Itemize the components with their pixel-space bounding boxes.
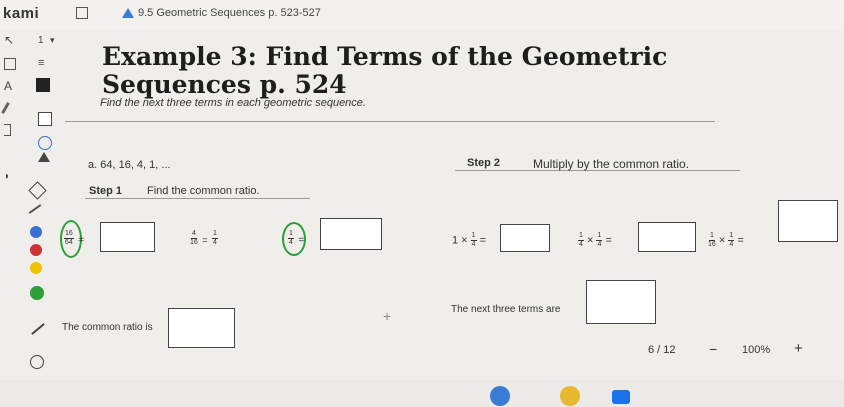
equation-1 xyxy=(452,232,486,249)
times-sign: × xyxy=(586,234,594,247)
color-green[interactable] xyxy=(30,286,44,300)
next-terms-label: The next three terms are xyxy=(451,304,561,315)
page-select[interactable]: 1 xyxy=(38,35,44,46)
circle-tool-icon[interactable] xyxy=(38,136,52,150)
annotation-toolbar xyxy=(0,30,55,407)
equals-sign: = xyxy=(479,234,487,247)
answer-box-term-1[interactable] xyxy=(500,224,550,252)
divider xyxy=(65,121,715,122)
taskbar xyxy=(0,380,844,407)
line-tool-icon[interactable] xyxy=(29,204,42,214)
frac-num: 1 xyxy=(212,230,217,238)
frac-num: 1 xyxy=(471,232,476,239)
page-title-line2: Sequences p. 524 xyxy=(102,70,347,99)
eq-text: 1 × xyxy=(452,234,468,247)
frac-den: 16 xyxy=(190,239,198,247)
color-red[interactable] xyxy=(30,244,42,256)
answer-box-term-2[interactable] xyxy=(638,222,696,252)
chevron-down-icon[interactable]: ▾ xyxy=(50,35,55,45)
frac-den: 16 xyxy=(708,241,716,248)
frac-den: 4 xyxy=(729,241,734,248)
kami-logo[interactable]: kami xyxy=(3,5,40,22)
answer-box-common-ratio[interactable] xyxy=(168,308,235,348)
step-1-label: Step 1 xyxy=(89,185,123,197)
answer-box-term-3[interactable] xyxy=(778,200,838,242)
triangle-tool-icon[interactable] xyxy=(38,152,50,162)
frac-num: 1 xyxy=(579,232,583,239)
menu-icon[interactable]: ≡ xyxy=(38,57,45,69)
frac-den: 4 xyxy=(471,241,476,248)
shape-icon[interactable]: ◗ xyxy=(4,171,11,182)
equals-sign: = xyxy=(202,235,208,245)
color-blue[interactable] xyxy=(30,226,42,238)
document-icon[interactable] xyxy=(76,7,88,19)
drive-icon xyxy=(122,8,134,18)
answer-box-next-terms[interactable] xyxy=(586,280,656,324)
fraction-4-16 xyxy=(190,230,218,248)
chrome-icon[interactable] xyxy=(560,386,580,406)
frac-den: 4 xyxy=(597,241,602,248)
cursor-icon[interactable]: ↖ xyxy=(4,33,15,47)
frac-num: 4 xyxy=(191,230,196,238)
pen-icon[interactable] xyxy=(31,323,45,335)
color-yellow[interactable] xyxy=(30,262,42,274)
equals-sign: = xyxy=(737,234,744,247)
frac-num: 1 xyxy=(597,232,602,239)
zoom-level: 100% xyxy=(742,344,771,356)
frac-num: 16 xyxy=(65,230,73,238)
equals-sign: = xyxy=(78,235,85,246)
highlighter-icon[interactable] xyxy=(1,102,10,114)
answer-box-ratio-2[interactable] xyxy=(320,218,382,250)
zoom-out-button[interactable]: − xyxy=(709,341,718,357)
frac-num: 1 xyxy=(289,230,293,238)
equation-3 xyxy=(708,232,744,249)
frame-icon[interactable] xyxy=(4,58,16,70)
step-2-header xyxy=(455,152,740,171)
fraction-16-64 xyxy=(64,230,84,248)
frac-num: 1 xyxy=(729,232,734,239)
cursor-crosshair-icon: + xyxy=(383,308,392,324)
step-2-text: Multiply by the common ratio. xyxy=(533,157,690,171)
frac-den: 4 xyxy=(212,239,217,247)
frac-den: 64 xyxy=(65,239,73,247)
bracket-icon[interactable] xyxy=(4,124,11,136)
step-2-label: Step 2 xyxy=(467,157,501,169)
lasso-icon[interactable] xyxy=(30,355,44,369)
part-a-sequence: a. 64, 16, 4, 1, ... xyxy=(88,159,171,171)
times-sign: × xyxy=(718,234,726,247)
page-title-line1: Example 3: Find Terms of the Geometric xyxy=(102,42,668,71)
frac-den: 4 xyxy=(579,241,583,248)
square-tool-icon[interactable] xyxy=(38,112,52,126)
fraction-1-4 xyxy=(288,230,304,248)
color-swatch-black[interactable] xyxy=(36,78,50,92)
zoom-in-button[interactable]: + xyxy=(794,340,803,357)
app-icon[interactable] xyxy=(612,390,630,404)
equals-sign: = xyxy=(298,235,305,246)
diamond-icon[interactable] xyxy=(28,181,46,199)
equals-sign: = xyxy=(605,234,612,247)
document-title[interactable]: 9.5 Geometric Sequences p. 523-527 xyxy=(138,7,321,19)
page-counter: 6 / 12 xyxy=(648,344,676,356)
instruction-text: Find the next three terms in each geometric sequence. xyxy=(100,97,366,109)
frac-num: 1 xyxy=(709,232,714,239)
answer-box-ratio-1[interactable] xyxy=(100,222,155,252)
step-1-text: Find the common ratio. xyxy=(147,185,260,197)
common-ratio-label: The common ratio is xyxy=(62,322,153,333)
step-1-header xyxy=(85,180,310,199)
text-icon[interactable]: A xyxy=(4,79,13,93)
frac-den: 4 xyxy=(289,239,293,247)
equation-2 xyxy=(578,232,612,249)
browser-icon[interactable] xyxy=(490,386,510,406)
